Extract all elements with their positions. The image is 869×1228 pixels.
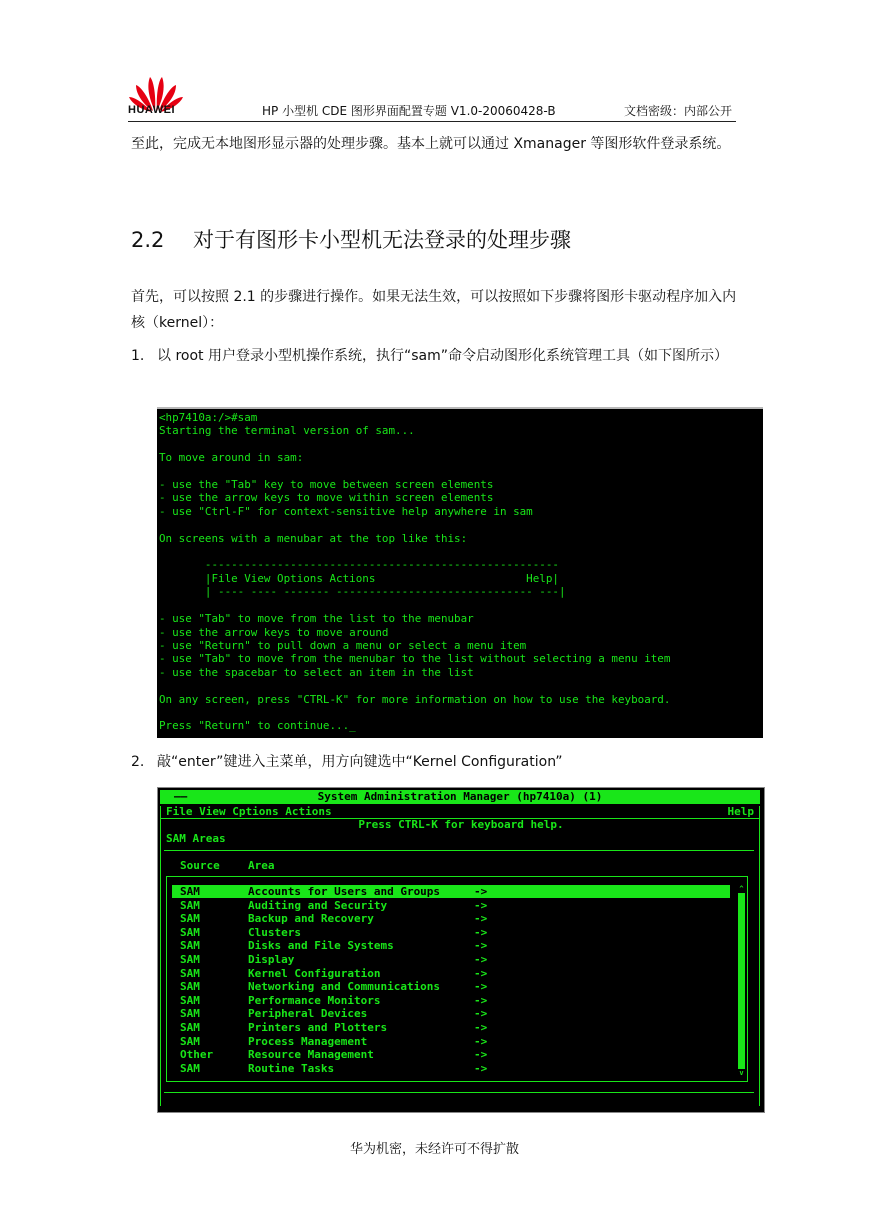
sam-area-row[interactable] xyxy=(172,1048,730,1061)
sam-area-row[interactable] xyxy=(172,1007,730,1020)
sam-area-row[interactable] xyxy=(172,980,730,993)
sam-area-row[interactable] xyxy=(172,1035,730,1048)
window-corner: —— xyxy=(174,790,188,803)
row-arrow-icon: -> xyxy=(474,1007,488,1021)
terminal-screenshot-sam-menu xyxy=(157,787,765,1113)
column-header-area: Area xyxy=(248,859,275,872)
section-heading xyxy=(131,224,571,254)
terminal-line: On any screen, press "CTRL-K" for more information on how to use the keyboard. xyxy=(159,692,671,706)
row-area: Display xyxy=(248,953,295,966)
sam-menu-items: File View Cptions Actions xyxy=(166,805,332,818)
sam-area-row[interactable] xyxy=(172,912,730,925)
sam-area-row[interactable] xyxy=(172,994,730,1007)
row-arrow-icon: -> xyxy=(474,898,488,912)
sam-area-row[interactable] xyxy=(172,1021,730,1034)
terminal-line: ------------------------------------------------------ xyxy=(159,558,559,572)
row-area: Auditing and Security xyxy=(248,898,388,912)
row-source: SAM xyxy=(180,898,200,912)
page-header xyxy=(0,0,869,128)
row-area: Performance Monitors xyxy=(248,993,381,1007)
terminal-output xyxy=(157,409,763,733)
column-header-source: Source xyxy=(180,859,220,872)
row-area: Peripheral Devices xyxy=(248,1007,368,1021)
sam-divider xyxy=(164,850,754,851)
sam-areas-label: SAM Areas xyxy=(166,832,226,845)
header-divider xyxy=(128,121,736,122)
sam-area-row[interactable] xyxy=(172,899,730,912)
row-arrow-icon: -> xyxy=(474,1061,488,1075)
sam-title-bar xyxy=(160,790,760,804)
sam-area-row[interactable] xyxy=(172,885,730,898)
section-title: 对于有图形卡小型机无法登录的处理步骤 xyxy=(193,228,571,252)
row-arrow-icon: -> xyxy=(474,1021,488,1034)
row-arrow-icon: -> xyxy=(474,966,488,980)
step-text: 以 root 用户登录小型机操作系统，执行“sam”命令启动图形化系统管理工具（如下图所示） xyxy=(157,348,728,364)
row-source: SAM xyxy=(180,980,200,994)
sam-help-menu: Help xyxy=(727,805,754,818)
sam-bottom-divider xyxy=(164,1092,754,1093)
terminal-line: - use the arrow keys to move around xyxy=(159,625,389,639)
row-arrow-icon: -> xyxy=(474,1048,488,1062)
row-arrow-icon: -> xyxy=(474,1034,488,1048)
row-source: SAM xyxy=(180,1021,200,1034)
scroll-down-arrow-icon: v xyxy=(739,1069,744,1077)
row-source: SAM xyxy=(180,966,200,980)
row-area: Kernel Configuration xyxy=(248,966,381,980)
row-arrow-icon: -> xyxy=(474,980,488,994)
terminal-line: - use the arrow keys to move within screen elements xyxy=(159,491,494,505)
terminal-line: - use "Tab" to move from the list to the menubar xyxy=(159,612,474,626)
sam-area-row[interactable] xyxy=(172,1062,730,1075)
step-number: 2. xyxy=(131,754,145,770)
terminal-screenshot-sam-start xyxy=(157,407,763,738)
row-source: SAM xyxy=(180,1007,200,1021)
terminal-line: On screens with a menubar at the top like this: xyxy=(159,531,468,545)
scroll-up-arrow-icon: ^ xyxy=(739,885,744,893)
row-arrow-icon: -> xyxy=(474,939,488,953)
sam-area-row[interactable] xyxy=(172,967,730,980)
section-number: 2.2 xyxy=(131,228,165,252)
row-area: Accounts for Users and Groups xyxy=(248,885,441,898)
step-text: 敲“enter”键进入主菜单，用方向键选中“Kernel Configuration” xyxy=(157,754,563,770)
terminal-line: <hp7410a:/>#sam xyxy=(159,411,258,424)
terminal-line: - use the spacebar to select an item in the list xyxy=(159,665,474,679)
paragraph-conclusion: 至此，完成无本地图形显示器的处理步骤。基本上就可以通过 Xmanager 等图形软件登录系统。 xyxy=(131,136,731,152)
row-source: SAM xyxy=(180,993,200,1007)
row-arrow-icon: -> xyxy=(474,912,488,926)
step-number: 1. xyxy=(131,348,145,364)
row-area: Disks and File Systems xyxy=(248,939,394,953)
row-source: SAM xyxy=(180,912,200,926)
row-area: Process Management xyxy=(248,1034,368,1048)
frame-right-border xyxy=(759,806,760,1106)
terminal-line: - use the "Tab" key to move between screen elements xyxy=(159,478,494,492)
row-arrow-icon: -> xyxy=(474,953,488,966)
terminal-line: Press "Return" to continue..._ xyxy=(159,719,356,733)
row-area: Resource Management xyxy=(248,1048,374,1062)
sam-area-row[interactable] xyxy=(172,939,730,952)
sam-title: System Administration Manager (hp7410a) (1) xyxy=(317,790,603,803)
step-2 xyxy=(131,749,737,775)
row-source: SAM xyxy=(180,1034,200,1048)
row-source: SAM xyxy=(180,1061,200,1075)
sam-scrollbar xyxy=(738,885,745,1077)
terminal-line: - use "Return" to pull down a menu or select a menu item xyxy=(159,638,527,652)
sam-menubar xyxy=(160,805,760,819)
terminal-line: |File View Options Actions Help| xyxy=(159,571,559,585)
row-source: SAM xyxy=(180,885,200,898)
document-security-level: 文档密级：内部公开 xyxy=(624,104,733,118)
row-source: SAM xyxy=(180,953,200,966)
logo-text: HUAWEI xyxy=(128,104,175,116)
row-area: Printers and Plotters xyxy=(248,1021,388,1034)
row-area: Clusters xyxy=(248,925,301,939)
terminal-line: To move around in sam: xyxy=(159,451,304,465)
frame-left-border xyxy=(160,806,161,1106)
row-area: Backup and Recovery xyxy=(248,912,374,926)
terminal-line: - use "Ctrl-F" for context-sensitive help anywhere in sam xyxy=(159,504,533,518)
document-title: HP 小型机 CDE 图形界面配置专题 V1.0-20060428-B xyxy=(262,104,556,118)
row-arrow-icon: -> xyxy=(474,885,488,898)
page-footer: 华为机密，未经许可不得扩散 xyxy=(349,1142,519,1157)
paragraph-intro: 首先，可以按照 2.1 的步骤进行操作。如果无法生效，可以按照如下步骤将图形卡驱动程序加入内核（kernel）： xyxy=(131,289,737,331)
terminal-line: | ---- ---- ------- ------------------------------ ---| xyxy=(159,585,566,599)
sam-area-row[interactable] xyxy=(172,953,730,966)
row-source: SAM xyxy=(180,939,200,953)
row-arrow-icon: -> xyxy=(474,993,488,1007)
step-1 xyxy=(131,343,737,369)
row-source: SAM xyxy=(180,925,200,939)
terminal-line: Starting the terminal version of sam... xyxy=(159,424,415,438)
row-source: Other xyxy=(180,1048,214,1062)
terminal-line: - use "Tab" to move from the menubar to the list without selecting a menu item xyxy=(159,652,671,666)
sam-area-row[interactable] xyxy=(172,926,730,939)
row-area: Networking and Communications xyxy=(248,980,441,994)
row-area: Routine Tasks xyxy=(248,1061,335,1075)
row-arrow-icon: -> xyxy=(474,925,488,939)
sam-keyboard-hint: Press CTRL-K for keyboard help. xyxy=(358,818,564,831)
